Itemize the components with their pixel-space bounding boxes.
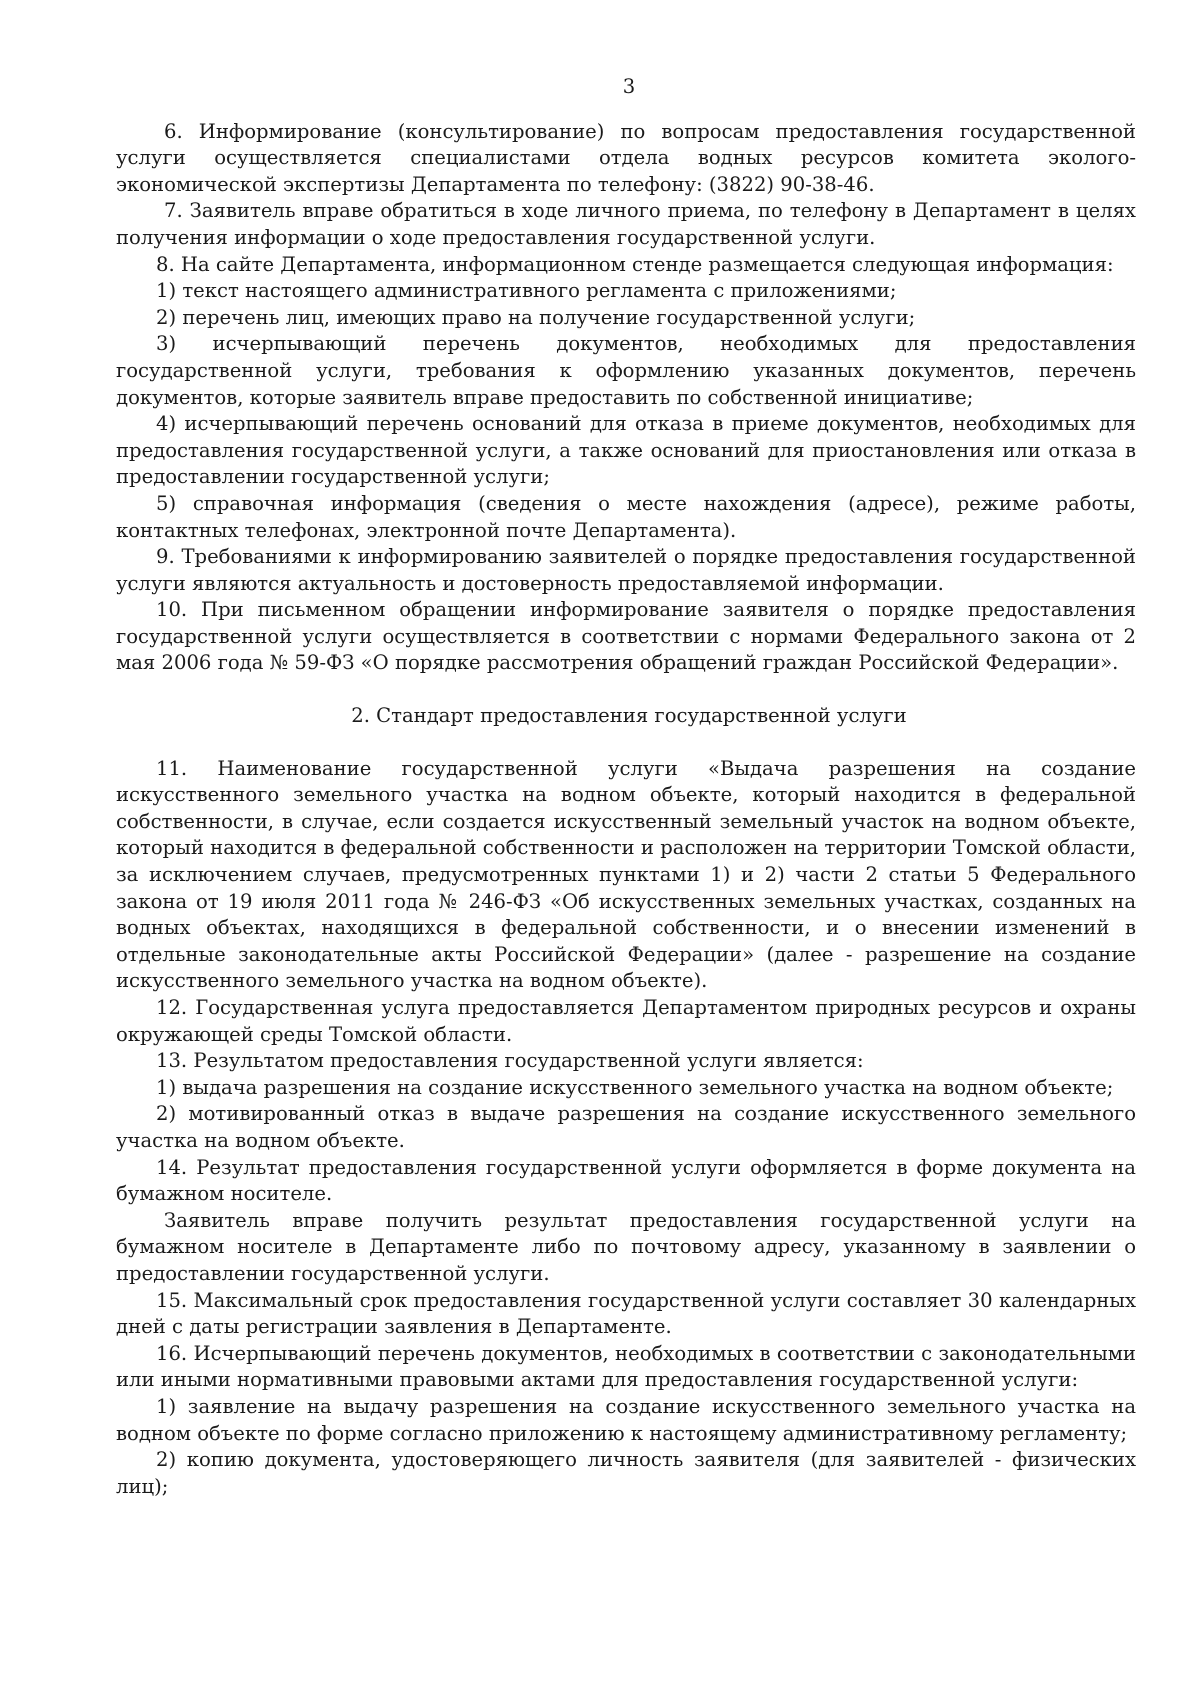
list-item: 5) справочная информация (сведения о месте нахождения (адресе), режиме работы, контактных телефонах, электронной почте Департамента).: [116, 491, 1136, 542]
paragraph-12: 12. Государственная услуга предоставляется Департаментом природных ресурсов и охраны окружающей среды Томской области.: [116, 996, 1136, 1046]
document-page: [116, 74, 1136, 1500]
paragraph-16: 16. Исчерпывающий перечень документов, необходимых в соответствии с законодательными или иными нормативными правовыми актами для предоставления государственной услуги:: [116, 1341, 1136, 1392]
paragraph-14: 14. Результат предоставления государственной услуги оформляется в форме документа на бумажном носителе.: [116, 1155, 1136, 1206]
list-item: 1) заявление на выдачу разрешения на создание искусственного земельного участка на водном объекте по форме согласно приложению к настоящему административному регламенту;: [116, 1394, 1136, 1445]
list-item: 1) выдача разрешения на создание искусственного земельного участка на водном объекте;: [156, 1075, 1114, 1099]
paragraph-14-continued: Заявитель вправе получить результат предоставления государственной услуги на бумажном носителе в Департаменте либо по почтовому адресу, указанному в заявлении о предоставлении государственной услуги.: [116, 1208, 1136, 1285]
paragraph-15: 15. Максимальный срок предоставления государственной услуги составляет 30 календарных дней с даты регистрации заявления в Департаменте.: [116, 1288, 1136, 1339]
section-title: 2. Стандарт предоставления государственной услуги: [351, 704, 907, 728]
list-item: 4) исчерпывающий перечень оснований для отказа в приеме документов, необходимых для предоставления государственной услуги, а также оснований для приостановления или отказа в предоставлении государственной услуги;: [116, 412, 1136, 489]
paragraph-6: 6. Информирование (консультирование) по вопросам предоставления государственной услуги осуществляется специалистами отдела водных ресурсов комитета эколого-экономической экспертизы Департамента по телефону: (3822) 90-38-46.: [116, 119, 1136, 196]
paragraph-7: 7. Заявитель вправе обратиться в ходе личного приема, по телефону в Департамент в целях получения информации о ходе предоставления государственной услуги.: [116, 199, 1136, 249]
list-item: 3) исчерпывающий перечень документов, необходимых для предоставления государственной услуги, требования к оформлению указанных документов, перечень документов, которые заявитель вправе предоставить по собственной инициативе;: [116, 332, 1136, 409]
list-item: 1) текст настоящего административного регламента с приложениями;: [156, 279, 897, 303]
list-item: 2) перечень лиц, имеющих право на получение государственной услуги;: [156, 305, 916, 329]
paragraph-9: 9. Требованиями к информированию заявителей о порядке предоставления государственной услуги являются актуальность и достоверность предоставляемой информации.: [116, 545, 1136, 595]
paragraph-11: 11. Наименование государственной услуги «Выдача разрешения на создание искусственного земельного участка на водном объекте, который находится в федеральной собственности, в случае, если создается искусственный земельный участок на водном объекте, который находится в федеральной собственности и расположен на территории Томской области, за исключением случаев, предусмотренных пунктами 1) и 2) части 2 статьи 5 Федерального закона от 19 июля 2011 года № 246-ФЗ «Об искусственных земельных участках, созданных на водных объектах, находящихся в федеральной собственности, и о внесении изменений в отдельные законодательные акты Российской Федерации» (далее - разрешение на создание искусственного земельного участка на водном объекте).: [116, 756, 1136, 993]
list-item: 2) копию документа, удостоверяющего личность заявителя (для заявителей - физических лиц);: [116, 1448, 1136, 1498]
paragraph-13: 13. Результатом предоставления государственной услуги является:: [156, 1049, 864, 1073]
page-number: 3: [622, 75, 636, 98]
list-item: 2) мотивированный отказ в выдаче разрешения на создание искусственного земельного участка на водном объекте.: [116, 1102, 1136, 1152]
paragraph-8: 8. На сайте Департамента, информационном стенде размещается следующая информация:: [156, 252, 1114, 276]
paragraph-10: 10. При письменном обращении информирование заявителя о порядке предоставления государственной услуги осуществляется в соответствии с нормами Федерального закона от 2 мая 2006 года № 59-ФЗ «О порядке рассмотрения обращений граждан Российской Федерации».: [116, 598, 1136, 675]
